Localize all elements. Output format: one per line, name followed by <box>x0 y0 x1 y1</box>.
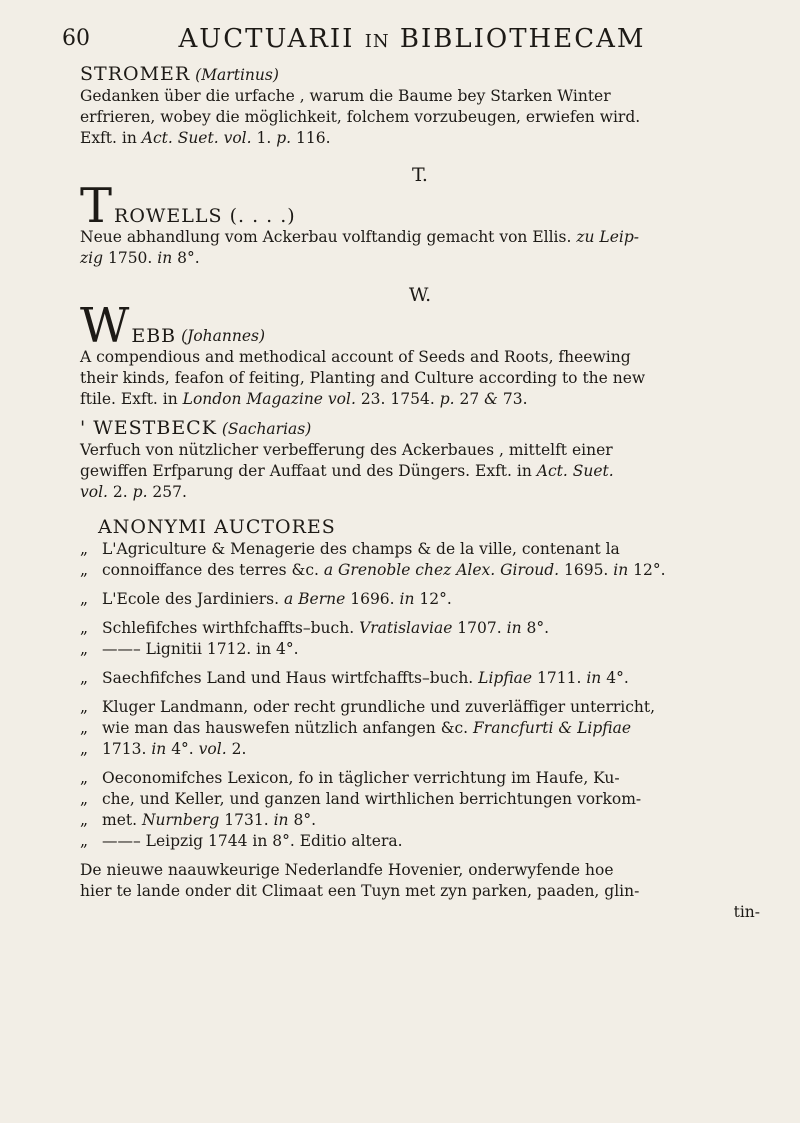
entry-heading-westbeck: ' WESTBECK (Sacharias) <box>80 417 312 439</box>
list-item: „ L'Ecole des Jardiniers. a Berne 1696. in 12°. <box>80 590 452 608</box>
entry-text: ftile. Exft. in London Magazine vol. 23. 1754. p. 27 & 73. <box>80 390 528 408</box>
entry-text: Verfuch von nützlicher verbefferung des Ackerbaues , mittelft einer <box>80 441 613 459</box>
list-item: „ ——– Leipzig 1744 in 8°. Editio altera. <box>80 832 403 850</box>
list-item: „ met. Nurnberg 1731. in 8°. <box>80 811 316 829</box>
entry-text: their kinds, feafon of feiting, Planting and Culture according to the new <box>80 369 646 387</box>
page-body <box>80 64 760 923</box>
section-heading-anonymi: ANONYMI AUCTORES <box>98 516 336 538</box>
catchword: tin- <box>733 903 760 921</box>
entry-heading-stromer: STROMER (Martinus) <box>80 63 279 85</box>
section-letter-t: T. <box>412 164 428 186</box>
drop-cap: W <box>80 298 130 354</box>
entry-text: Gedanken über die urfache , warum die Baume bey Starken Winter <box>80 87 611 105</box>
entry-text: erfrieren, wobey die möglichkeit, folchem vorzubeugen, erwiefen wird. <box>80 108 641 126</box>
running-title <box>92 24 732 54</box>
page-number: 60 <box>62 26 90 51</box>
entry-text: Neue abhandlung vom Ackerbau volftandig gemacht von Ellis. zu Leip- <box>80 228 639 246</box>
entry-text: zig 1750. in 8°. <box>80 249 200 267</box>
title-part1: AUCTUARII <box>178 24 355 54</box>
title-in: IN <box>364 31 390 52</box>
entry-text: gewiffen Erfparung der Auffaat und des Düngers. Exft. in Act. Suet. <box>80 462 614 480</box>
list-item: „ Schlefifches wirthfchaffts–buch. Vratislaviae 1707. in 8°. <box>80 619 550 637</box>
entry-text: A compendious and methodical account of Seeds and Roots, fheewing <box>80 348 631 366</box>
list-item: „ 1713. in 4°. vol. 2. <box>80 740 247 758</box>
list-item: „ connoiffance des terres &c. a Grenoble chez Alex. Giroud. 1695. in 12°. <box>80 561 666 579</box>
list-item: „ ——– Lignitii 1712. in 4°. <box>80 640 299 658</box>
running-header <box>62 14 782 54</box>
list-item: „ L'Agriculture & Menagerie des champs & de la ville, contenant la <box>80 540 620 558</box>
section-letter-w: W. <box>408 284 432 306</box>
entry-text: hier te lande onder dit Climaat een Tuyn met zyn parken, paaden, glin- <box>80 882 640 900</box>
entry-text: vol. 2. p. 257. <box>80 483 187 501</box>
list-item: „ che, und Keller, und ganzen land wirthlichen berrichtungen vorkom- <box>80 790 642 808</box>
title-part2: BIBLIOTHECAM <box>399 24 646 54</box>
entry-text: De nieuwe naauwkeurige Nederlandfe Hovenier, onderwyfende hoe <box>80 861 614 879</box>
entry-heading-webb: W EBB (Johannes) <box>80 298 266 354</box>
list-item: „ wie man das hauswefen nützlich anfangen &c. Francfurti & Lipfiae <box>80 719 631 737</box>
entry-heading-trowells: T ROWELLS (. . . .) <box>80 178 296 234</box>
list-item: „ Saechfifches Land und Haus wirtfchaffts–buch. Lipfiae 1711. in 4°. <box>80 669 629 687</box>
list-item: „ Oeconomifches Lexicon, fo in täglicher verrichtung im Haufe, Ku- <box>80 769 620 787</box>
anonymous-entries <box>80 539 760 852</box>
entry-text: Exft. in Act. Suet. vol. 1. p. 116. <box>80 129 331 147</box>
list-item: „ Kluger Landmann, oder recht grundliche und zuverläffiger unterricht, <box>80 698 656 716</box>
drop-cap: T <box>80 178 113 234</box>
